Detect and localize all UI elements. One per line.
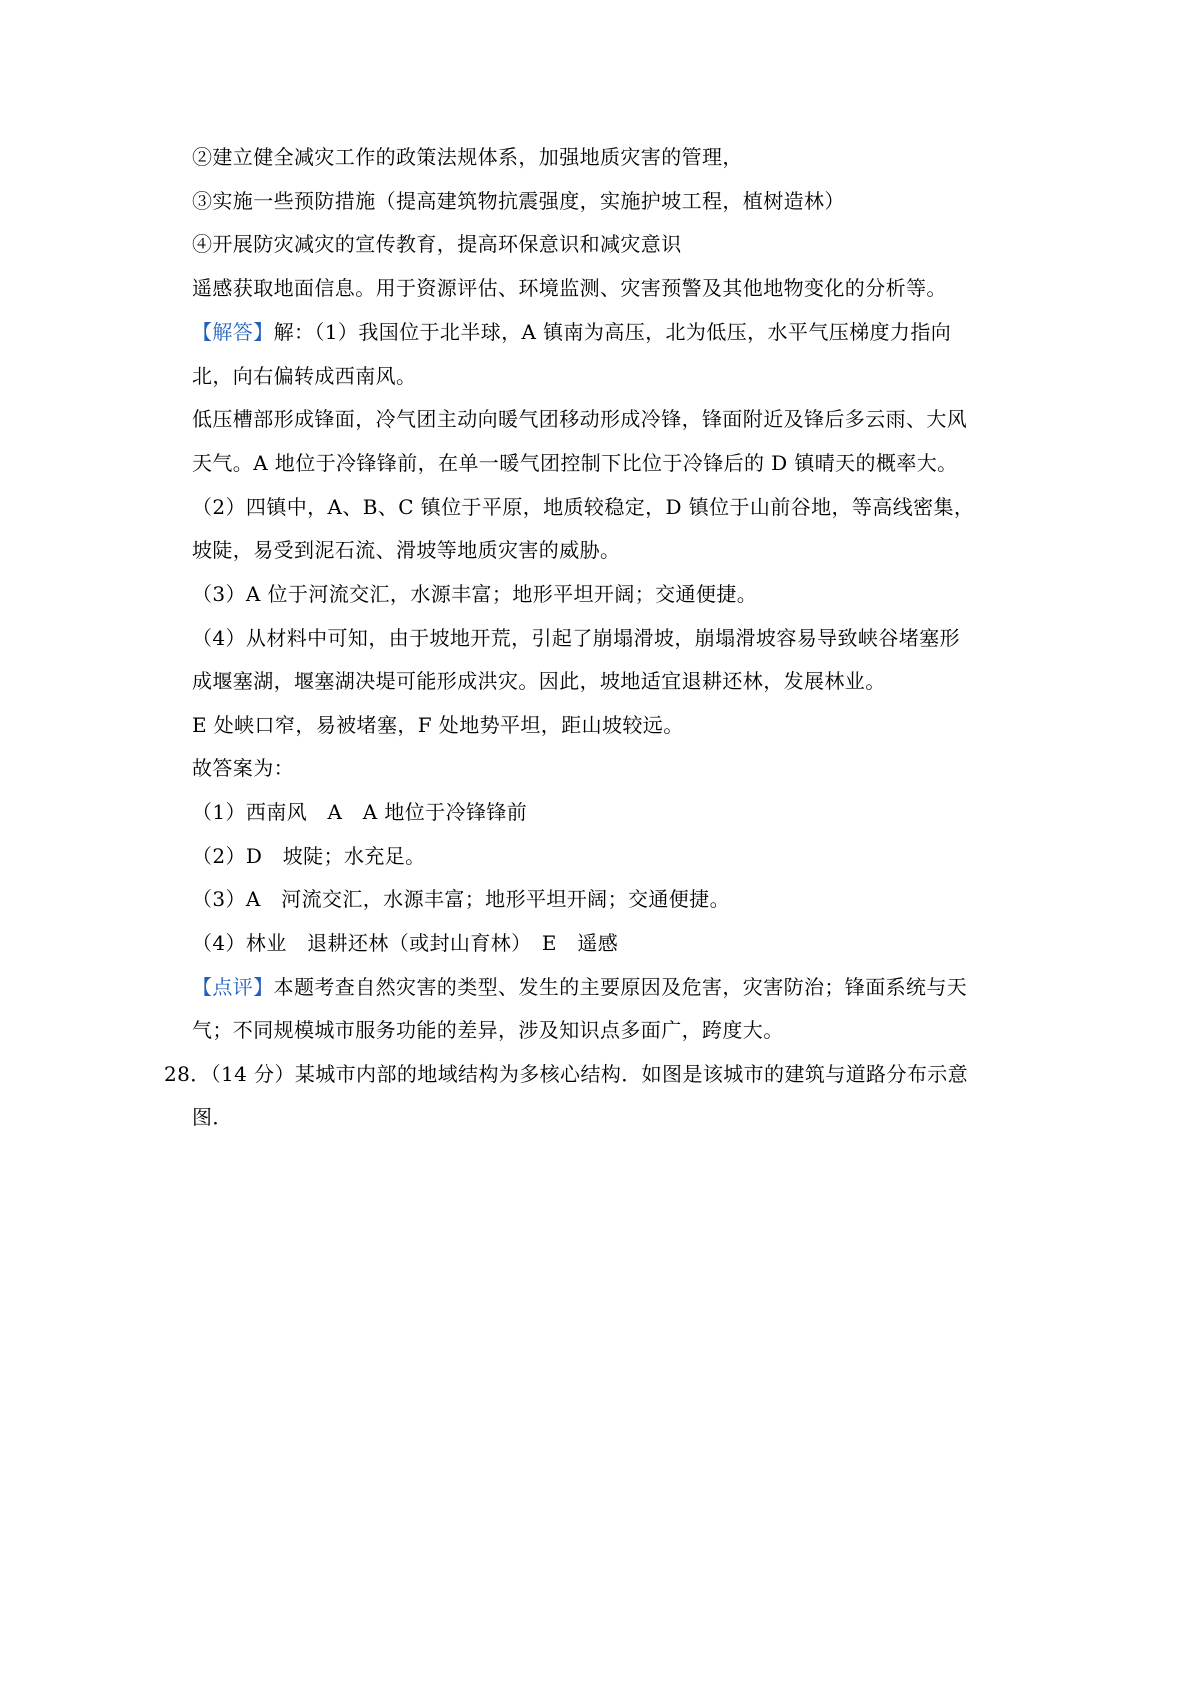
line-text: E 处峡口窄，易被堵塞，F 处地势平坦，距山坡较远。 bbox=[192, 713, 684, 737]
text-line-20 bbox=[192, 973, 967, 1001]
text-line-8 bbox=[192, 449, 958, 477]
text-line-2 bbox=[192, 187, 845, 215]
text-line-13 bbox=[192, 667, 886, 695]
line-text: （2）D 坡陡；水充足。 bbox=[192, 844, 426, 868]
text-line-5 bbox=[192, 318, 951, 346]
text-line-21 bbox=[192, 1016, 784, 1044]
line-text: （3）A 位于河流交汇，水源丰富；地形平坦开阔；交通便捷。 bbox=[192, 582, 758, 606]
text-line-15 bbox=[192, 754, 294, 782]
line-text: ④开展防灾减灾的宣传教育，提高环保意识和减灾意识 bbox=[192, 232, 682, 256]
text-line-23 bbox=[192, 1103, 233, 1131]
text-line-4 bbox=[192, 274, 947, 302]
line-text: 28．（14 分）某城市内部的地域结构为多核心结构．如图是该城市的建筑与道路分布示意 bbox=[164, 1062, 969, 1086]
text-line-6 bbox=[192, 362, 416, 390]
text-line-18 bbox=[192, 885, 730, 913]
text-line-3 bbox=[192, 230, 682, 258]
line-text: 气；不同规模城市服务功能的差异，涉及知识点多面广，跨度大。 bbox=[192, 1018, 784, 1042]
text-line-14 bbox=[192, 711, 684, 739]
line-text: 成堰塞湖，堰塞湖决堤可能形成洪灾。因此，坡地适宜退耕还林，发展林业。 bbox=[192, 669, 886, 693]
line-text: （4）从材料中可知，由于坡地开荒，引起了崩塌滑坡，崩塌滑坡容易导致峡谷堵塞形 bbox=[192, 626, 960, 650]
text-line-9 bbox=[192, 493, 974, 521]
line-text: 故答案为： bbox=[192, 756, 294, 780]
question-28-line bbox=[164, 1060, 968, 1088]
line-text: （4）林业 退耕还林（或封山育林） E 遥感 bbox=[192, 931, 619, 955]
text-line-12 bbox=[192, 624, 960, 652]
line-text: 低压槽部形成锋面，冷气团主动向暖气团移动形成冷锋，锋面附近及锋后多云雨、大风 bbox=[192, 407, 968, 431]
line-text: （3）A 河流交汇，水源丰富；地形平坦开阔；交通便捷。 bbox=[192, 887, 730, 911]
line-text: （2）四镇中，A、B、C 镇位于平原，地质较稳定，D 镇位于山前谷地，等高线密集， bbox=[192, 495, 975, 519]
line-text: 解：（1）我国位于北半球，A 镇南为高压，北为低压，水平气压梯度力指向 bbox=[273, 320, 952, 344]
line-text: 本题考查自然灾害的类型、发生的主要原因及危害，灾害防治；锋面系统与天 bbox=[273, 975, 968, 999]
answer-tag: 【解答】 bbox=[192, 320, 274, 344]
text-line-17 bbox=[192, 842, 426, 870]
line-text: 遥感获取地面信息。用于资源评估、环境监测、灾害预警及其他地物变化的分析等。 bbox=[192, 276, 947, 300]
text-line-19 bbox=[192, 929, 618, 957]
text-line-11 bbox=[192, 580, 757, 608]
text-line-7 bbox=[192, 405, 967, 433]
line-text: ③实施一些预防措施（提高建筑物抗震强度，实施护坡工程，植树造林） bbox=[192, 189, 845, 213]
text-line-16 bbox=[192, 798, 527, 826]
line-text: 图． bbox=[192, 1105, 233, 1129]
line-text: ②建立健全减灾工作的政策法规体系，加强地质灾害的管理， bbox=[192, 145, 743, 169]
text-line-1 bbox=[192, 143, 743, 171]
text-line-10 bbox=[192, 536, 620, 564]
line-text: 北，向右偏转成西南风。 bbox=[192, 364, 417, 388]
line-text: 坡陡，易受到泥石流、滑坡等地质灾害的威胁。 bbox=[192, 538, 621, 562]
line-text: 天气。A 地位于冷锋锋前，在单一暖气团控制下比位于冷锋后的 D 镇晴天的概率大。 bbox=[192, 451, 958, 475]
comment-tag: 【点评】 bbox=[192, 975, 274, 999]
line-text: （1）西南风 A A 地位于冷锋锋前 bbox=[192, 800, 528, 824]
